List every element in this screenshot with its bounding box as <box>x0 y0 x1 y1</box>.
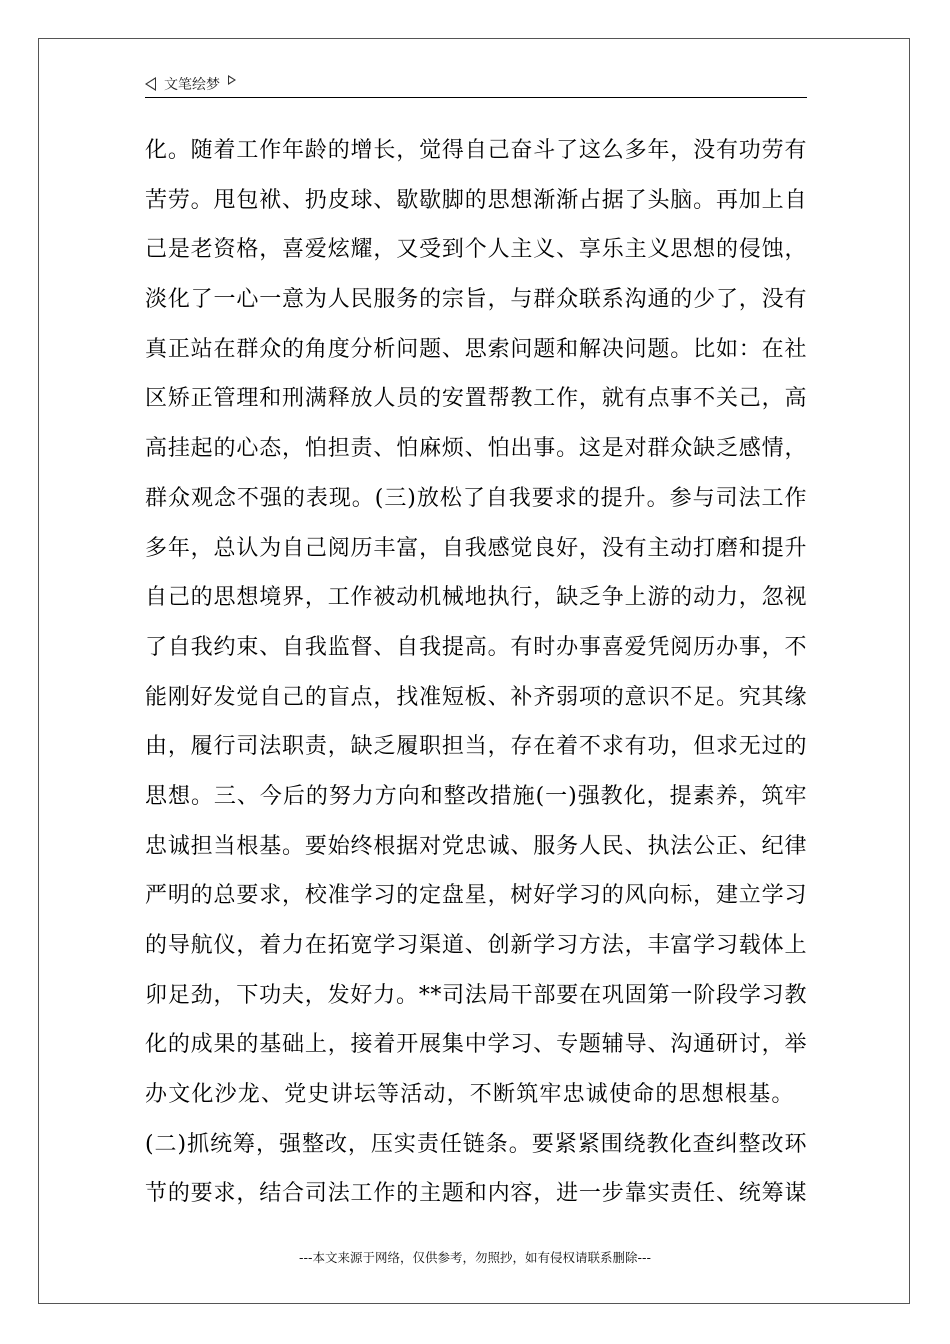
text-line: 了自我约束、自我监督、自我提高。有时办事喜爱凭阅历办事，不 <box>145 634 807 660</box>
text-line: 卯足劲，下功夫，发好力。**司法局干部要在巩固第一阶段学习教 <box>145 982 807 1008</box>
header-title: 文笔绘梦 <box>164 77 220 93</box>
text-line: 区矫正管理和刑满释放人员的安置帮教工作，就有点事不关己，高 <box>145 386 807 412</box>
triangle-left-icon <box>145 77 156 91</box>
text-line: 由，履行司法职责，缺乏履职担当，存在着不求有功，但求无过的 <box>145 734 807 760</box>
text-line: 自己的思想境界，工作被动机械地执行，缺乏争上游的动力，忽视 <box>145 585 807 611</box>
text-line: 己是老资格，喜爱炫耀，又受到个人主义、享乐主义思想的侵蚀， <box>145 237 807 263</box>
text-line: 忠诚担当根基。要始终根据对党忠诚、服务人民、执法公正、纪律 <box>145 833 807 859</box>
text-line: 高挂起的心态，怕担责、怕麻烦、怕出事。这是对群众缺乏感情， <box>145 436 807 462</box>
text-line: 化。随着工作年龄的增长，觉得自己奋斗了这么多年，没有功劳有 <box>145 138 807 163</box>
triangle-right-icon <box>228 75 236 85</box>
text-line: 节的要求，结合司法工作的主题和内容，进一步靠实责任、统筹谋 <box>145 1181 807 1207</box>
document-body <box>145 126 807 1219</box>
text-line: 的导航仪，着力在拓宽学习渠道、创新学习方法，丰富学习载体上 <box>145 933 807 958</box>
text-line: 化的成果的基础上，接着开展集中学习、专题辅导、沟通研讨，举 <box>145 1032 807 1058</box>
text-line: 多年，总认为自己阅历丰富，自我感觉良好，没有主动打磨和提升 <box>145 535 807 561</box>
text-line: 办文化沙龙、党史讲坛等活动，不断筑牢忠诚使命的思想根基。 <box>145 1082 795 1108</box>
text-line: (二)抓统筹，强整改，压实责任链条。要紧紧围绕教化查纠整改环 <box>145 1131 807 1157</box>
text-line: 能刚好发觉自己的盲点，找准短板、补齐弱项的意识不足。究其缘 <box>145 684 807 710</box>
header-divider <box>145 97 807 98</box>
page-header <box>145 72 236 96</box>
text-line: 真正站在群众的角度分析问题、思索问题和解决问题。比如：在社 <box>145 336 807 362</box>
text-line: 群众观念不强的表现。(三)放松了自我要求的提升。参与司法工作 <box>145 485 807 511</box>
text-line: 严明的总要求，校准学习的定盘星，树好学习的风向标，建立学习 <box>145 883 807 909</box>
footer-disclaimer: ---本文来源于网络，仅供参考，勿照抄，如有侵权请联系删除--- <box>298 1250 652 1265</box>
text-line: 淡化了一心一意为人民服务的宗旨，与群众联系沟通的少了，没有 <box>145 287 807 313</box>
text-line: 思想。三、今后的努力方向和整改措施(一)强教化，提素养，筑牢 <box>145 783 807 809</box>
text-line: 苦劳。甩包袱、扔皮球、歇歇脚的思想渐渐占据了头脑。再加上自 <box>145 187 807 213</box>
